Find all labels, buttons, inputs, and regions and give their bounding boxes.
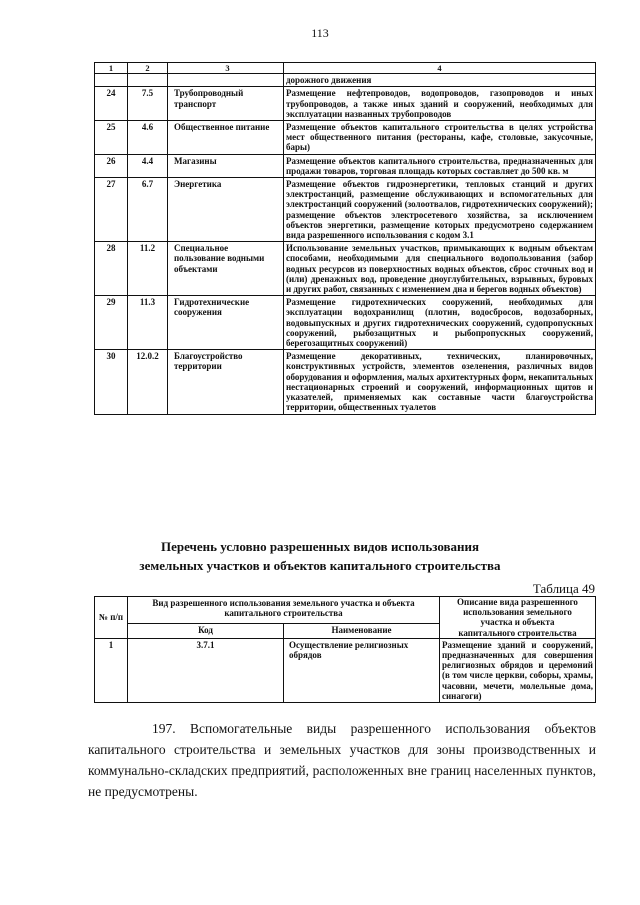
row-description: Размещение декоративных, технических, планировочных, конструктивных устройств, элементов озеленения, различных видов оборудования и оформления, малых архитектурных форм, некапитальных нестационарных строений и сооружений, информационных щитов и указателей, применяемых как составные части благоустройства территории, общественных туалетов [284,350,596,414]
row-name: Магазины [168,154,284,177]
row-description: Размещение объектов гидроэнергетики, тепловых станций и других электростанций, размещение обслуживающих и вспомогательных для электростанций сооружений (золоотвалов, гидротехнических сооружений); размещение объектов электросетевого хозяйства, за исключением объектов энергетики, размещение которых предусмотрено содержанием вида разрешенного использования с кодом 3.1 [284,178,596,242]
header-name: Наименование [284,623,440,638]
section-heading [0,537,640,575]
row-description: Размещение зданий и сооружений, предназначенных для совершения религиозных обрядов и церемоний (в том числе церкви, соборы, храмы, часовни, мечети, молельные дома, синагоги) [440,638,596,702]
section-heading-line-1: Перечень условно разрешенных видов использования [160,539,480,554]
row-number: 29 [95,296,128,350]
row-code: 11.2 [128,242,168,296]
continuation-row [95,74,596,87]
table-row [95,350,596,414]
table-row [95,87,596,121]
row-name: Благоустройство территории [168,350,284,414]
row-name: Общественное питание [168,121,284,155]
zoning-table-continued [94,62,596,415]
row-description: Размещение гидротехнических сооружений, необходимых для эксплуатации водохранилищ (плотин, водосбросов, водозаборных, водовыпускных и других гидротехнических сооружений, судопропускных сооружений, рыбозащитных и рыбопропускных сооружений, берегозащитных сооружений) [284,296,596,350]
row-description: Использование земельных участков, примыкающих к водным объектам способами, необходимыми для специального водопользования (забор водных ресурсов из поверхностных водных объектов, сброс сточных вод и (или) дренажных вод, проведение дноуглубительных, взрывных, буровых и других работ, связанных с изменением дна и берегов водных объектов) [284,242,596,296]
table-header-row [95,597,596,624]
header-group: Вид разрешенного использования земельного участка и объекта капитального строительства [128,597,440,624]
section-heading-line-2: земельных участков и объектов капитального строительства [139,558,501,573]
table-row [95,638,596,702]
row-number: 30 [95,350,128,414]
row-number: 25 [95,121,128,155]
row-number: 28 [95,242,128,296]
table-row [95,242,596,296]
table-header-row [95,63,596,74]
row-number: 24 [95,87,128,121]
table-label: Таблица 49 [532,581,595,596]
table-row [95,178,596,242]
row-name: Гидротехнические сооружения [168,296,284,350]
row-code: 4.4 [128,154,168,177]
row-code: 3.7.1 [128,638,284,702]
row-number: 26 [95,154,128,177]
column-number-3: 3 [168,63,284,74]
header-number: № п/п [95,597,128,639]
page-number: 113 [311,26,329,40]
continuation-text: дорожного движения [284,74,596,87]
column-number-2: 2 [128,63,168,74]
row-code: 6.7 [128,178,168,242]
row-number: 27 [95,178,128,242]
row-code: 12.0.2 [128,350,168,414]
table-row [95,296,596,350]
row-code: 11.3 [128,296,168,350]
header-code: Код [128,623,284,638]
row-name: Трубопроводный транспорт [168,87,284,121]
row-code: 4.6 [128,121,168,155]
row-description: Размещение объектов капитального строительства в целях устройства мест общественного питания (рестораны, кафе, столовые, закусочные, бары) [284,121,596,155]
row-description: Размещение объектов капитального строительства, предназначенных для продажи товаров, торговая площадь которых составляет до 500 кв. м [284,154,596,177]
table-row [95,121,596,155]
row-name: Осуществление религиозных обрядов [284,638,440,702]
row-description: Размещение нефтепроводов, водопроводов, газопроводов и иных трубопроводов, а также иных зданий и сооружений, необходимых для эксплуатации названных трубопроводов [284,87,596,121]
table-row [95,154,596,177]
column-number-1: 1 [95,63,128,74]
header-description: Описание вида разрешенного использования земельного участка и объекта капитального строительства [440,597,596,639]
row-name: Энергетика [168,178,284,242]
row-name: Специальное пользование водными объектами [168,242,284,296]
conditional-uses-table [94,596,596,703]
row-code: 7.5 [128,87,168,121]
column-number-4: 4 [284,63,596,74]
paragraph-197: 197. Вспомогательные виды разрешенного использования объектов капитального строительства и земельных участков для зоны производственных и коммунально-складских предприятий, расположенных вне границ населенных пунктов, не предусмотрены. [88,721,596,799]
row-number: 1 [95,638,128,702]
